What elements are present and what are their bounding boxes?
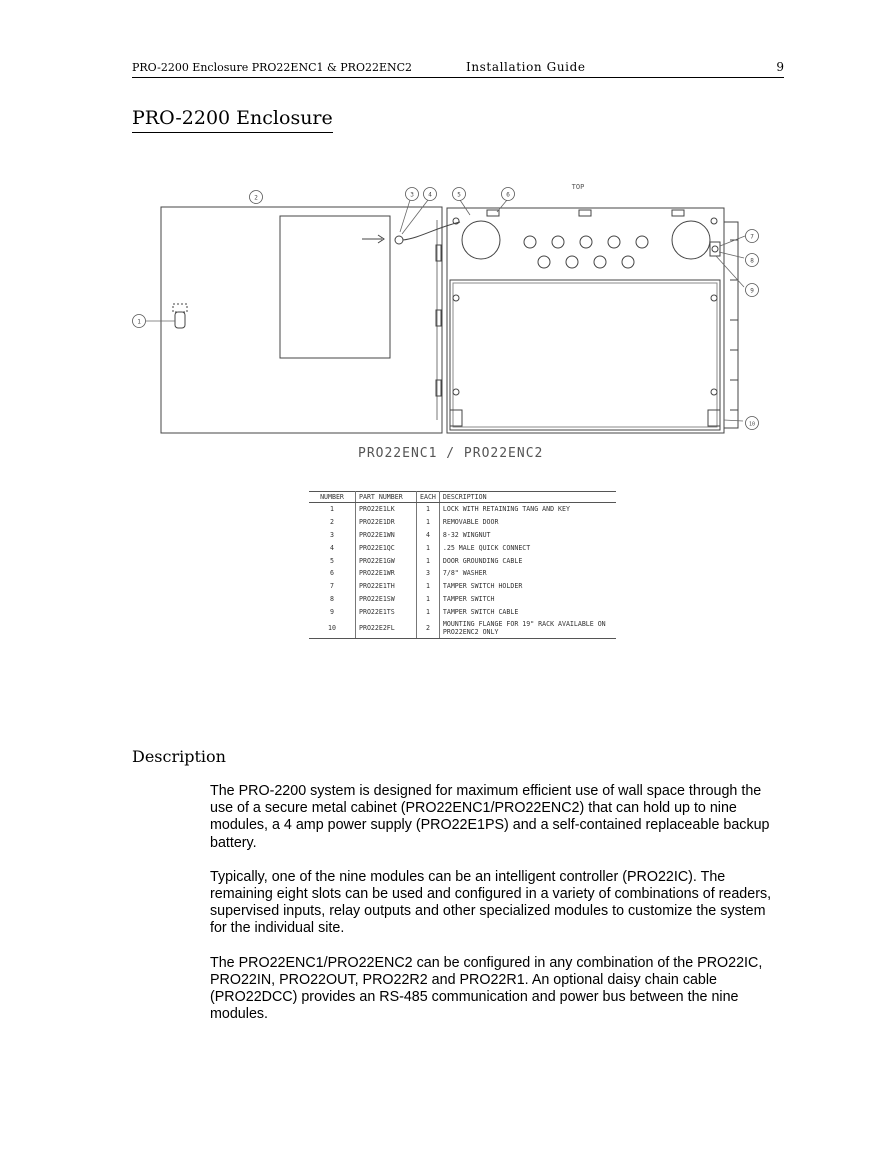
cell-part: PRO22E1TH [356,580,417,593]
table-row [309,529,616,542]
table-row [309,605,616,618]
callout-label-8: 8 [750,257,754,265]
cell-number: 7 [309,580,356,593]
cell-description: 7/8" WASHER [442,569,487,578]
table-row [309,541,616,554]
enclosure-box [447,208,724,433]
callout-label-5: 5 [457,191,461,199]
cell-each: 3 [417,567,440,580]
table-row [309,516,616,529]
cell-description: TAMPER SWITCH HOLDER [442,582,523,591]
cell-each: 1 [417,516,440,529]
table-row [309,593,616,606]
header-document-title: PRO-2200 Enclosure PRO22ENC1 & PRO22ENC2 [132,61,413,74]
cell-number: 10 [309,618,356,639]
cell-description: .25 MALE QUICK CONNECT [442,543,531,552]
cell-number: 9 [309,605,356,618]
table-row [309,503,616,516]
parts-table-header [309,492,616,503]
description-body [210,783,784,1040]
cell-number: 3 [309,529,356,542]
cell-part: PRO22E1QC [356,541,417,554]
table-row [309,554,616,567]
cell-part: PRO22E1WN [356,529,417,542]
description-paragraph: The PRO-2200 system is designed for maximum efficient use of wall space through the use of a secure metal cabinet (PRO22ENC1/PRO22ENC2) that can hold up to nine modules, a 4 amp power supply (PRO22E1PS) and a self-contained replaceable backup battery. [210,783,770,851]
table-row [309,567,616,580]
cell-part: PRO22E1TS [356,605,417,618]
callout-label-1: 1 [137,318,141,326]
mounting-flange [724,222,738,428]
cell-number: 6 [309,567,356,580]
cell-each: 1 [417,541,440,554]
cell-each: 1 [417,605,440,618]
callout-label-4: 4 [428,191,432,199]
cell-each: 4 [417,529,440,542]
cell-each: 1 [417,554,440,567]
cell-description: REMOVABLE DOOR [442,518,499,527]
cell-description: TAMPER SWITCH [442,594,495,603]
callout-label-3: 3 [410,191,414,199]
callout-leaders [146,200,745,421]
drawing-caption: PRO22ENC1 / PRO22ENC2 [358,446,544,461]
cell-each: 1 [417,503,440,516]
description-paragraph: The PRO22ENC1/PRO22ENC2 can be configured in any combination of the PRO22IC, PRO22IN, PRO22OUT, PRO22R2 and PRO22R1. An optional daisy chain cable (PRO22DCC) provides an RS-485 communication and power bus between the nine modules. [210,954,763,1023]
cell-part: PRO22E1WR [356,567,417,580]
callout-label-10: 10 [748,421,756,428]
cell-each: 1 [417,593,440,606]
callout-label-2: 2 [254,194,258,202]
cell-each: 1 [417,580,440,593]
header-number: NUMBER [309,492,356,503]
cell-part: PRO22E1DR [356,516,417,529]
table-row [309,618,616,639]
drawing-top-label: TOP [571,183,585,191]
cell-number: 8 [309,593,356,606]
cell-description: LOCK WITH RETAINING TANG AND KEY [442,505,570,514]
cell-part: PRO22E1LK [356,503,417,516]
description-heading: Description [132,747,226,766]
description-paragraph: Typically, one of the nine modules can be an intelligent controller (PRO22IC). The remaining eight slots can be used and configured in a variety of combinations of readers, supervised inputs, relay outputs and other specialized modules to customize the system for the individual site. [210,868,772,937]
callout-markers [133,188,759,430]
page-number: 9 [776,60,784,74]
header-each: EACH [417,492,440,503]
cell-number: 1 [309,503,356,516]
cell-number: 5 [309,554,356,567]
cell-part: PRO22E1SW [356,593,417,606]
cell-each: 2 [417,618,440,639]
cell-description: 8-32 WINGNUT [442,530,491,539]
page-title: PRO-2200 Enclosure [132,107,333,133]
callout-label-9: 9 [750,287,754,295]
cell-number: 4 [309,541,356,554]
page-header [132,61,784,78]
removable-door [161,207,460,433]
table-row [309,580,616,593]
cell-description: TAMPER SWITCH CABLE [442,607,519,616]
header-guide-title: Installation Guide [466,60,586,74]
cell-description: MOUNTING FLANGE FOR 19" RACK AVAILABLE ON PRO22ENC2 ONLY [439,618,616,639]
callout-label-7: 7 [750,233,754,241]
cell-part: PRO22E1GW [356,554,417,567]
header-part-number: PART NUMBER [356,492,417,503]
cell-description: DOOR GROUNDING CABLE [442,556,523,565]
cell-number: 2 [309,516,356,529]
header-description: DESCRIPTION [439,492,616,503]
callout-label-6: 6 [506,191,510,199]
parts-table [309,491,616,639]
enclosure-drawing [120,170,770,440]
cell-part: PRO22E2FL [356,618,417,639]
